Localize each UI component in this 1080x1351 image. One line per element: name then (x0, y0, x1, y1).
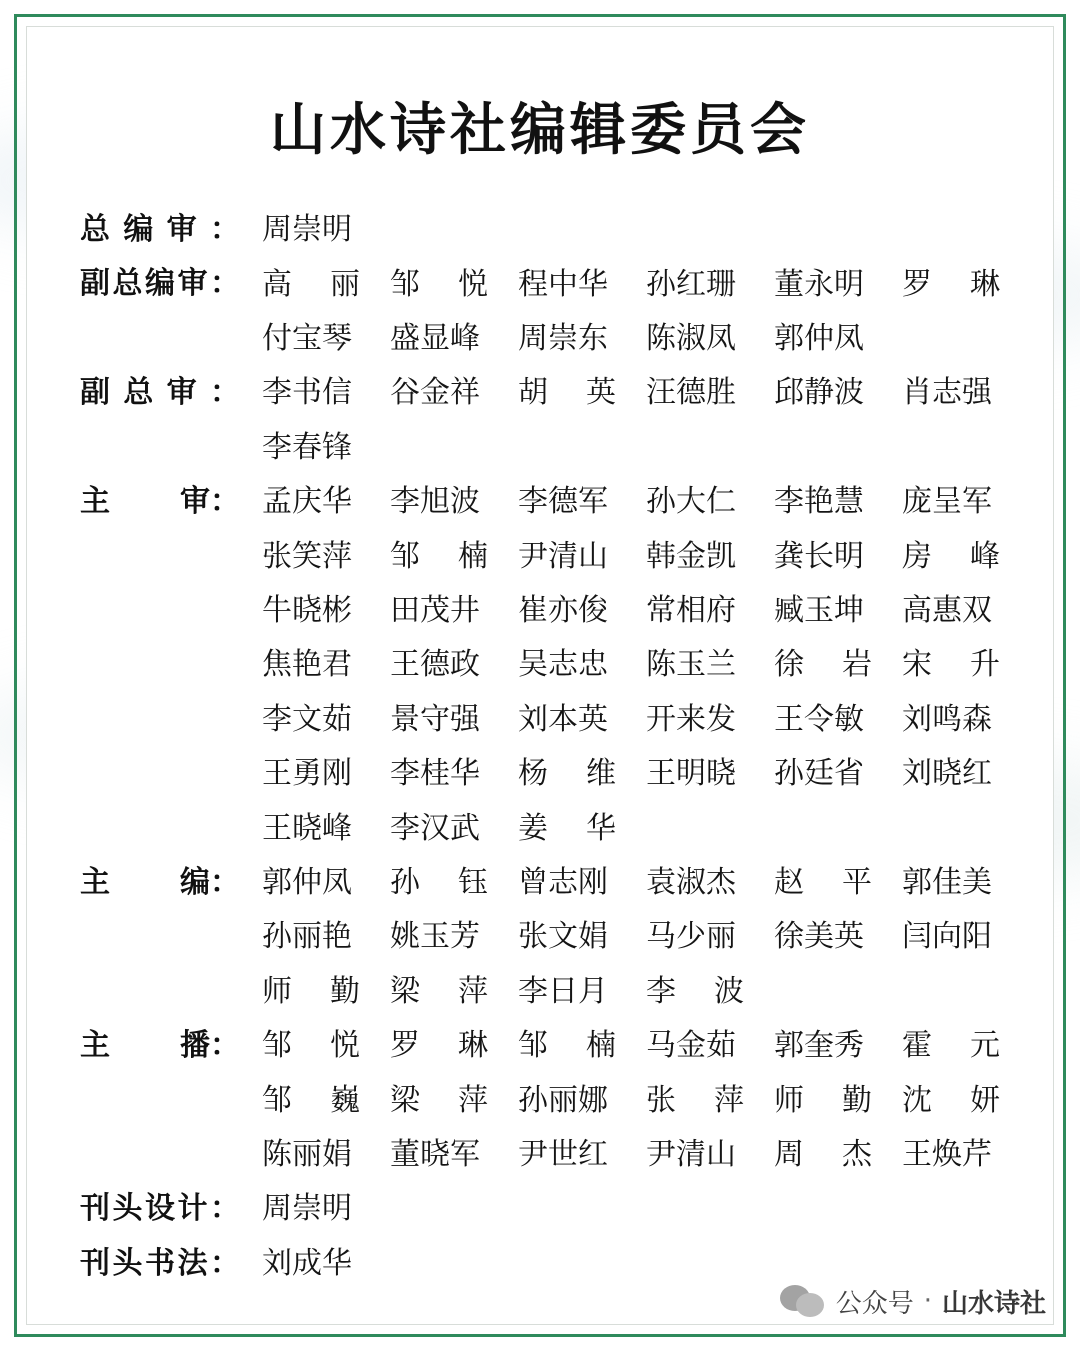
member-name: 邹 巍 (262, 1082, 360, 1118)
member-name: 郭仲凤 (774, 320, 864, 356)
member-name: 沈 妍 (902, 1082, 1000, 1118)
member-name: 高惠双 (902, 592, 992, 628)
role-label: 主 播： (80, 1028, 240, 1063)
member-name: 刘本英 (518, 701, 608, 737)
member-name: 孟庆华 (262, 484, 352, 520)
member-name: 李汉武 (390, 810, 480, 846)
role-names (262, 362, 1030, 471)
member-name: 李德军 (518, 484, 608, 520)
member-name: 邱静波 (774, 375, 864, 411)
member-name: 陈淑凤 (646, 320, 736, 356)
member-name: 李文茹 (262, 701, 352, 737)
member-name: 王令敏 (774, 701, 864, 737)
member-name: 邹 悦 (262, 1028, 360, 1064)
member-name: 景守强 (390, 701, 480, 737)
member-name: 王明晓 (646, 756, 736, 792)
role-label: 主 编： (80, 864, 240, 900)
member-name: 谷金祥 (390, 375, 480, 411)
member-name: 郭奎秀 (774, 1028, 864, 1064)
member-name: 陈丽娟 (262, 1136, 352, 1172)
member-name: 邹 楠 (518, 1028, 616, 1064)
member-name: 陈玉兰 (646, 647, 736, 683)
member-name: 刘晓红 (902, 756, 992, 792)
member-name: 臧玉坤 (774, 592, 864, 628)
member-name: 尹世红 (518, 1136, 608, 1172)
watermark-prefix: 公众号 (835, 1288, 914, 1319)
member-name: 程中华 (518, 266, 608, 302)
member-name: 马金茹 (646, 1028, 736, 1064)
member-name: 罗 琳 (902, 266, 1000, 302)
member-name: 赵 平 (774, 864, 872, 900)
page-title: 山水诗社编辑委员会 (270, 98, 810, 163)
member-name: 庞呈军 (902, 484, 992, 520)
member-name: 付宝琴 (262, 320, 352, 356)
member-name: 王德政 (390, 647, 480, 683)
member-name: 邹 楠 (390, 538, 488, 574)
role-label: 刊 头 设 计 ： (80, 1191, 240, 1227)
member-name: 师 勤 (774, 1082, 872, 1118)
role-label: 总 编 审 ： (80, 212, 240, 247)
member-name: 徐 岩 (774, 647, 872, 683)
role-label: 主 审： (80, 484, 240, 519)
member-name: 孙廷省 (774, 756, 864, 792)
role-names (262, 1178, 1030, 1232)
role-names (262, 199, 1030, 253)
role-names (262, 253, 1030, 362)
member-name: 李书信 (262, 375, 352, 411)
wechat-icon (780, 1283, 826, 1319)
member-name: 高 丽 (262, 266, 360, 302)
member-name: 李桂华 (390, 756, 480, 792)
member-name: 龚长明 (774, 538, 864, 574)
role-names (262, 1015, 1030, 1178)
member-name: 吴志忠 (518, 647, 608, 683)
member-name: 孙红珊 (646, 266, 736, 302)
member-name: 杨 维 (518, 756, 616, 792)
member-name: 尹清山 (646, 1136, 736, 1172)
member-name: 姚玉芳 (390, 919, 480, 955)
member-name: 崔亦俊 (518, 592, 608, 628)
member-name: 汪德胜 (646, 375, 736, 411)
member-name: 师 勤 (262, 973, 360, 1009)
member-name: 孙 钰 (390, 864, 488, 900)
role-names (262, 852, 1030, 1015)
member-name: 董永明 (774, 266, 864, 302)
member-name: 董晓军 (390, 1136, 480, 1172)
member-name: 常相府 (646, 592, 736, 628)
member-name: 刘成华 (262, 1245, 352, 1281)
member-name: 徐美英 (774, 919, 864, 955)
member-name: 罗 琳 (390, 1028, 488, 1064)
member-name: 郭仲凤 (262, 864, 352, 900)
member-name: 闫向阳 (902, 919, 992, 955)
member-name: 周崇明 (262, 1191, 352, 1227)
member-name: 周崇明 (262, 212, 352, 248)
watermark-brand: 山水诗社 (941, 1288, 1046, 1319)
member-name: 周 杰 (774, 1136, 872, 1172)
member-name: 郭佳美 (902, 864, 992, 900)
member-name: 孙丽娜 (518, 1082, 608, 1118)
member-name: 周崇东 (518, 320, 608, 356)
member-name: 房 峰 (902, 538, 1000, 574)
member-name: 李旭波 (390, 484, 480, 520)
member-name: 焦艳君 (262, 647, 352, 683)
role-label: 刊 头 书 法 ： (80, 1245, 240, 1281)
member-name: 盛显峰 (390, 320, 480, 356)
member-name: 张笑萍 (262, 538, 352, 574)
member-name: 孙丽艳 (262, 919, 352, 955)
member-name: 李日月 (518, 973, 608, 1009)
member-name: 张文娟 (518, 919, 608, 955)
member-name: 李 波 (646, 973, 744, 1009)
member-name: 宋 升 (902, 647, 1000, 683)
member-name: 韩金凯 (646, 538, 736, 574)
member-name: 姜 华 (518, 810, 616, 846)
member-name: 霍 元 (902, 1028, 1000, 1064)
member-name: 李春锋 (262, 429, 352, 465)
member-name: 张 萍 (646, 1082, 744, 1118)
member-name: 孙大仁 (646, 484, 736, 520)
member-name: 袁淑杰 (646, 864, 736, 900)
member-name: 王焕芹 (902, 1136, 992, 1172)
member-name: 牛晓彬 (262, 592, 352, 628)
member-name: 曾志刚 (518, 864, 608, 900)
role-label: 副 总 审 ： (80, 375, 240, 411)
member-name: 王晓峰 (262, 810, 352, 846)
member-name: 邹 悦 (390, 266, 488, 302)
member-name: 开来发 (646, 701, 736, 737)
role-names (262, 471, 1030, 852)
role-label: 副 总 编 审 ： (80, 266, 240, 302)
member-name: 尹清山 (518, 538, 608, 574)
member-name: 梁 萍 (390, 1082, 488, 1118)
member-name: 刘鸣森 (902, 701, 992, 737)
member-name: 胡 英 (518, 375, 616, 411)
member-name: 肖志强 (902, 375, 992, 411)
member-name: 梁 萍 (390, 973, 488, 1009)
member-name: 李艳慧 (774, 484, 864, 520)
watermark (780, 1277, 1046, 1325)
member-name: 田茂井 (390, 592, 480, 628)
watermark-separator: · (923, 1286, 932, 1316)
member-name: 马少丽 (646, 919, 736, 955)
member-name: 王勇刚 (262, 756, 352, 792)
